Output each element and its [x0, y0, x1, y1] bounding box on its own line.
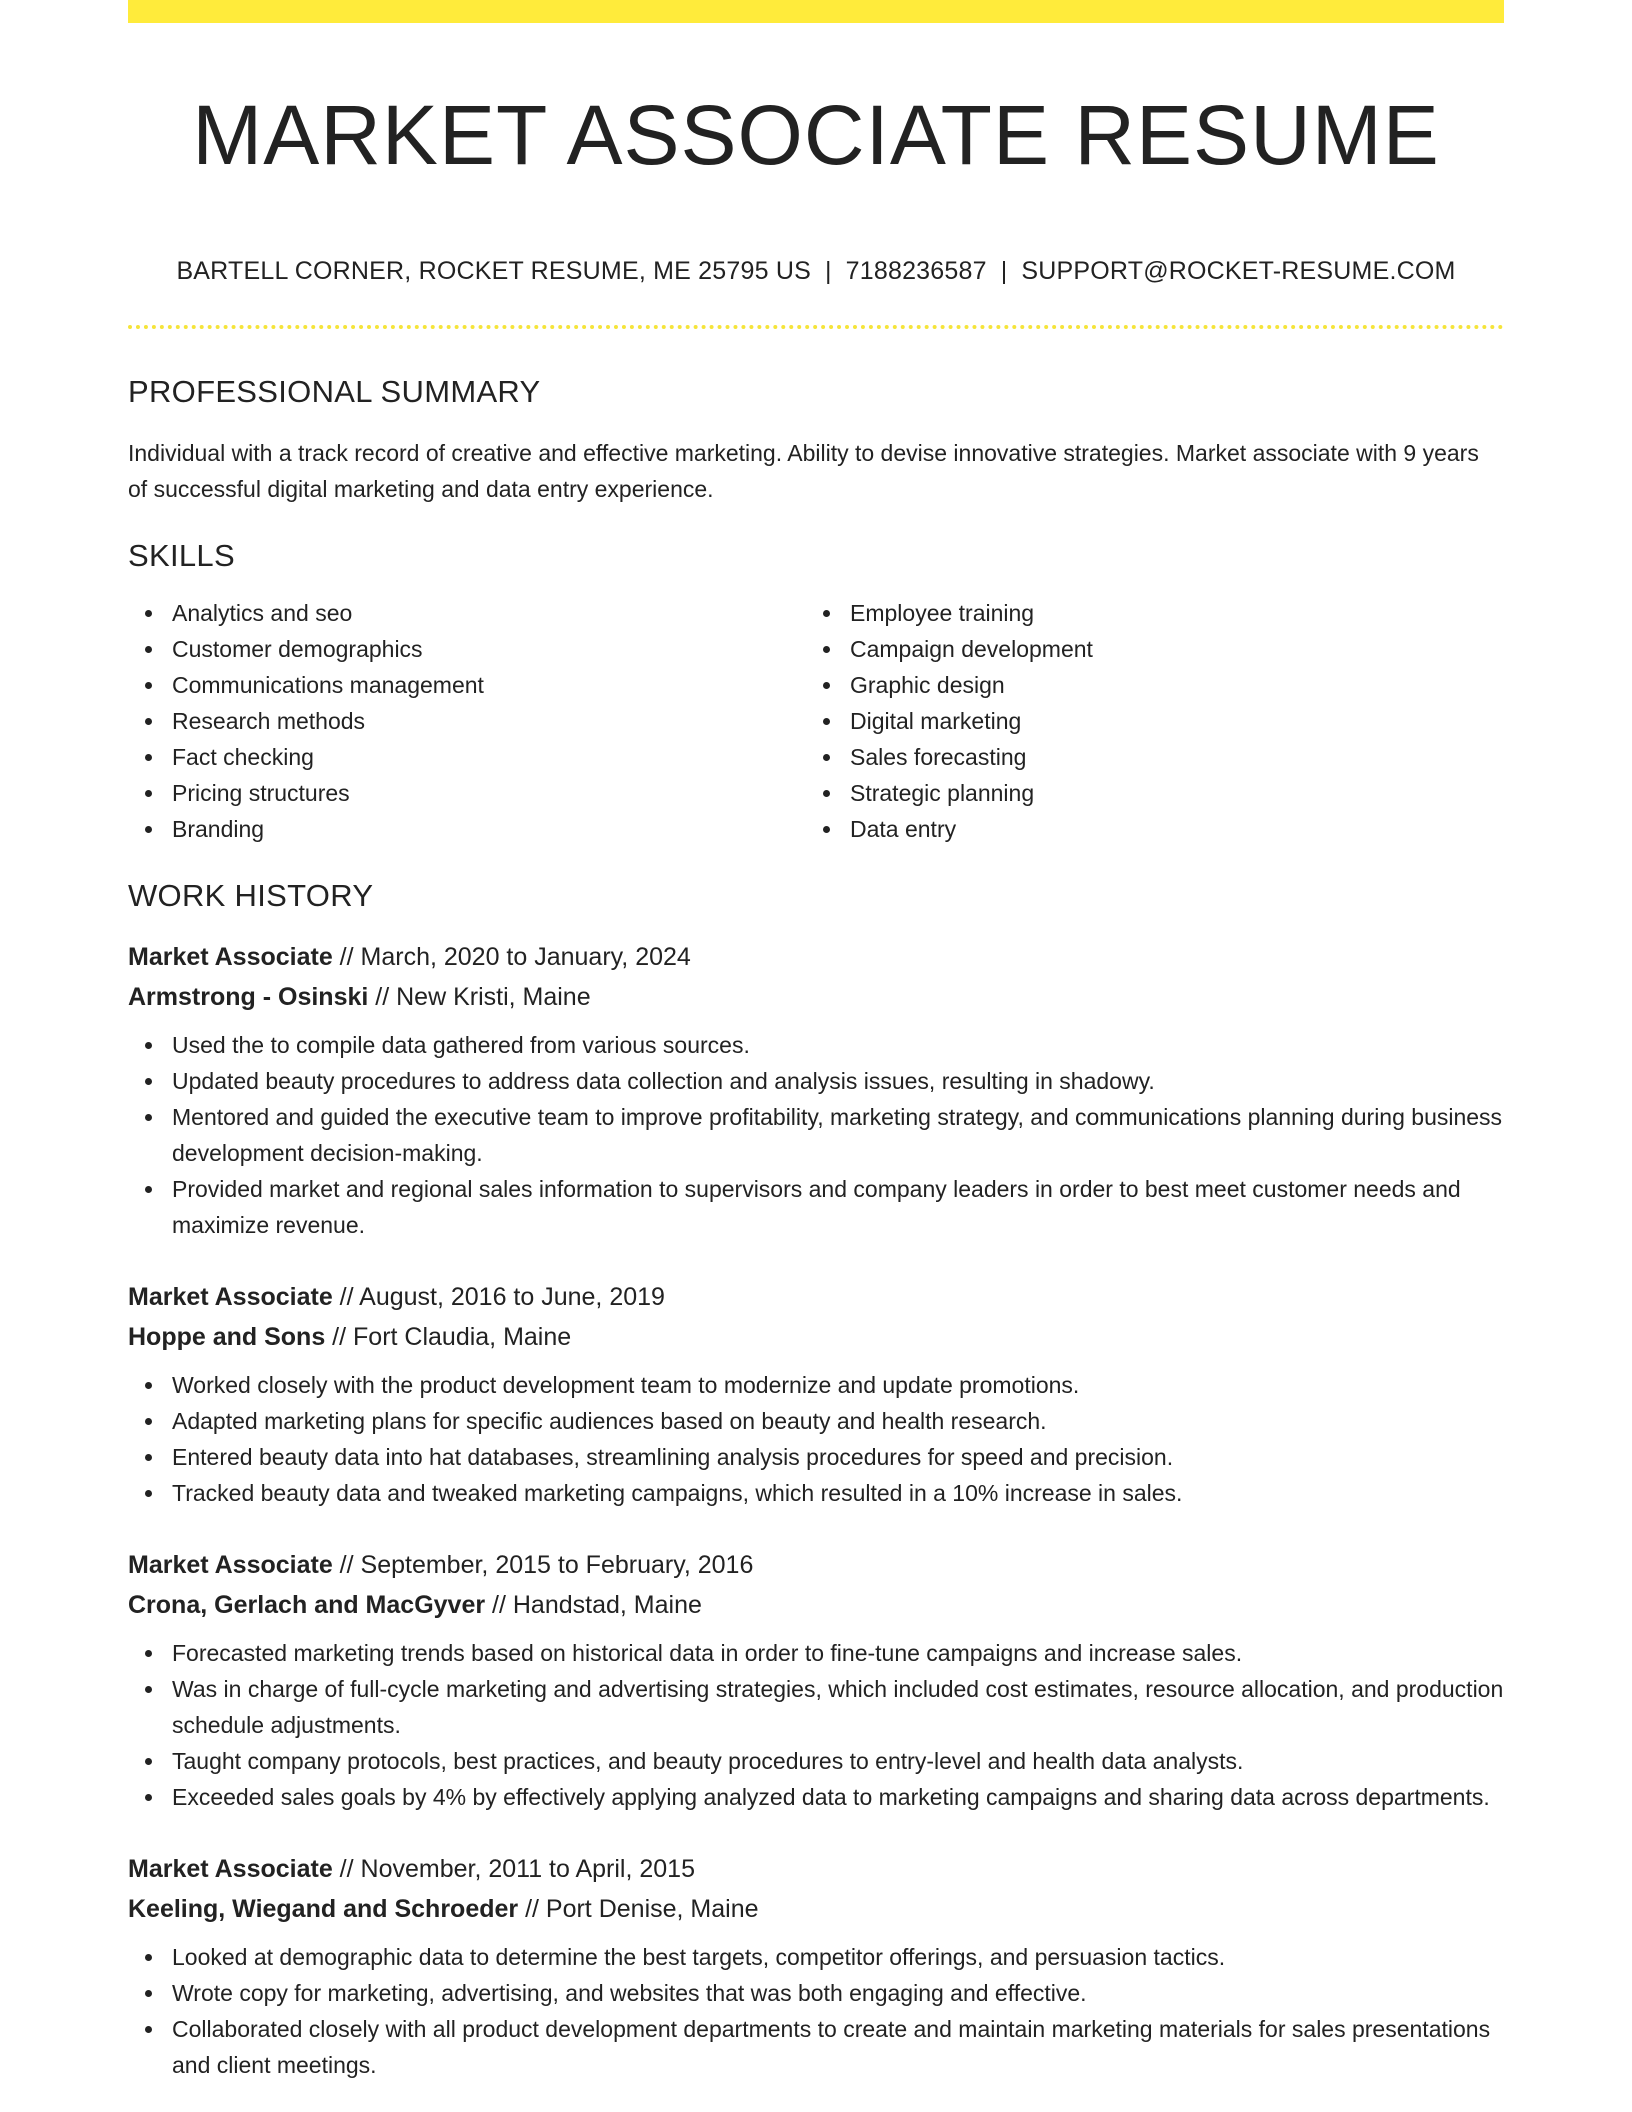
skill-item: Research methods [128, 703, 806, 739]
job-entry [128, 937, 1504, 1243]
work-history-list [128, 937, 1504, 2083]
job-dates: // March, 2020 to January, 2024 [332, 943, 691, 971]
resume-title: MARKET ASSOCIATE RESUME [192, 88, 1440, 182]
job-entry [128, 1545, 1504, 1815]
summary-heading: PROFESSIONAL SUMMARY [128, 374, 541, 409]
skill-item: Customer demographics [128, 631, 806, 667]
skill-item: Digital marketing [806, 703, 1484, 739]
job-company: Keeling, Wiegand and Schroeder [128, 1895, 519, 1923]
duty-item: Used the to compile data gathered from various sources. [128, 1027, 1504, 1063]
job-title-line [128, 937, 1504, 977]
job-company-line [128, 1889, 1504, 1929]
job-duties [128, 1027, 1504, 1243]
resume-page [128, 0, 1504, 2083]
duty-item: Was in charge of full-cycle marketing and advertising strategies, which included cost estimates, resource allocation, and production schedule adjustments. [128, 1671, 1504, 1743]
work-history-heading: WORK HISTORY [128, 878, 374, 913]
job-entry [128, 1849, 1504, 2083]
duty-item: Forecasted marketing trends based on historical data in order to fine-tune campaigns and increase sales. [128, 1635, 1504, 1671]
skill-item: Campaign development [806, 631, 1484, 667]
skill-item: Graphic design [806, 667, 1484, 703]
contact-line [128, 255, 1504, 287]
skill-item: Fact checking [128, 739, 806, 775]
contact-address: BARTELL CORNER, ROCKET RESUME, ME 25795 US [176, 257, 811, 285]
job-title: Market Associate [128, 1855, 333, 1883]
dotted-divider [128, 325, 1504, 329]
skill-item: Employee training [806, 595, 1484, 631]
skills-column-right [806, 595, 1484, 847]
job-entry [128, 1277, 1504, 1511]
job-location: // Fort Claudia, Maine [325, 1323, 572, 1351]
job-company-line [128, 1585, 1504, 1625]
skill-item: Communications management [128, 667, 806, 703]
contact-separator: | [824, 257, 832, 285]
job-location: // New Kristi, Maine [368, 983, 591, 1011]
job-company: Hoppe and Sons [128, 1323, 326, 1351]
job-duties [128, 1635, 1504, 1815]
job-company: Crona, Gerlach and MacGyver [128, 1591, 486, 1619]
contact-separator: | [1000, 257, 1008, 285]
duty-item: Looked at demographic data to determine the best targets, competitor offerings, and persuasion tactics. [128, 1939, 1504, 1975]
job-dates: // November, 2011 to April, 2015 [332, 1855, 695, 1883]
skills-heading: SKILLS [128, 538, 235, 573]
accent-bar [128, 0, 1504, 23]
duty-item: Adapted marketing plans for specific audiences based on beauty and health research. [128, 1403, 1504, 1439]
job-duties [128, 1367, 1504, 1511]
skill-item: Pricing structures [128, 775, 806, 811]
duty-item: Provided market and regional sales information to supervisors and company leaders in order to best meet customer needs and maximize revenue. [128, 1171, 1504, 1243]
job-company: Armstrong - Osinski [128, 983, 369, 1011]
job-dates: // September, 2015 to February, 2016 [332, 1551, 754, 1579]
job-duties [128, 1939, 1504, 2083]
job-location: // Handstad, Maine [485, 1591, 702, 1619]
duty-item: Updated beauty procedures to address data collection and analysis issues, resulting in shadowy. [128, 1063, 1504, 1099]
job-title-line [128, 1277, 1504, 1317]
duty-item: Wrote copy for marketing, advertising, and websites that was both engaging and effective. [128, 1975, 1504, 2011]
job-title: Market Associate [128, 1283, 333, 1311]
skill-item: Strategic planning [806, 775, 1484, 811]
duty-item: Taught company protocols, best practices, and beauty procedures to entry-level and health data analysts. [128, 1743, 1504, 1779]
job-company-line [128, 977, 1504, 1017]
summary-text: Individual with a track record of creative and effective marketing. Ability to devise innovative strategies. Market associate with 9 years of successful digital marketing and data entry experience. [128, 440, 1479, 502]
duty-item: Collaborated closely with all product development departments to create and maintain marketing materials for sales presentations and client meetings. [128, 2011, 1504, 2083]
skill-item: Sales forecasting [806, 739, 1484, 775]
duty-item: Entered beauty data into hat databases, streamlining analysis procedures for speed and precision. [128, 1439, 1504, 1475]
duty-item: Tracked beauty data and tweaked marketing campaigns, which resulted in a 10% increase in sales. [128, 1475, 1504, 1511]
job-title: Market Associate [128, 943, 333, 971]
duty-item: Mentored and guided the executive team to improve profitability, marketing strategy, and communications planning during business development decision-making. [128, 1099, 1504, 1171]
job-title-line [128, 1545, 1504, 1585]
skills-column-left [128, 595, 806, 847]
job-location: // Port Denise, Maine [518, 1895, 759, 1923]
skill-item: Analytics and seo [128, 595, 806, 631]
skill-item: Data entry [806, 811, 1484, 847]
contact-phone: 7188236587 [845, 257, 987, 285]
job-dates: // August, 2016 to June, 2019 [332, 1283, 665, 1311]
job-title: Market Associate [128, 1551, 333, 1579]
skill-item: Branding [128, 811, 806, 847]
job-company-line [128, 1317, 1504, 1357]
skills-list [128, 595, 1504, 847]
duty-item: Exceeded sales goals by 4% by effectively applying analyzed data to marketing campaigns and sharing data across departments. [128, 1779, 1504, 1815]
duty-item: Worked closely with the product development team to modernize and update promotions. [128, 1367, 1504, 1403]
contact-email: SUPPORT@ROCKET-RESUME.COM [1021, 257, 1456, 285]
job-title-line [128, 1849, 1504, 1889]
